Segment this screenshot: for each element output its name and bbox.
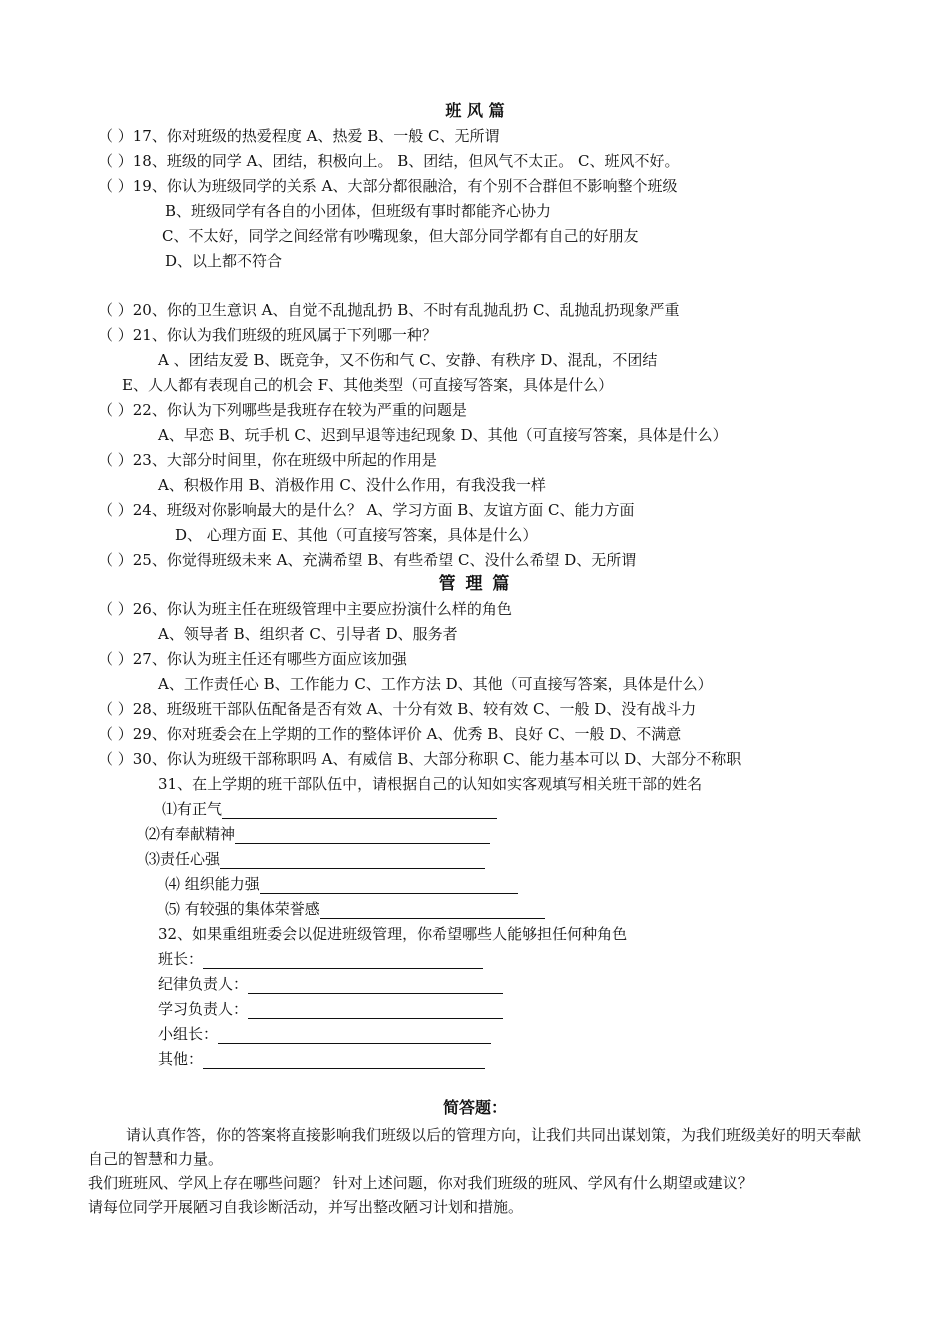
question-19-option-d: D、以上都不符合: [165, 252, 283, 270]
q31-item-1: ⑴有正气: [162, 799, 497, 819]
question-22-options: A、早恋 B、玩手机 C、迟到早退等违纪现象 D、其他（可直接写答案，具体是什么）: [158, 426, 728, 444]
question-30: （ ）30、你认为班级干部称职吗 A、有威信 B、大部分称职 C、能力基本可以 D、大部分不称职: [98, 750, 742, 768]
question-19-option-c: C、不太好，同学之间经常有吵嘴现象，但大部分同学都有自己的好朋友: [162, 227, 639, 245]
question-31: 31、在上学期的班干部队伍中，请根据自己的认知如实客观填写相关班干部的姓名: [158, 775, 703, 793]
question-25: （ ）25、你觉得班级未来 A、充满希望 B、有些希望 C、没什么希望 D、无所谓: [98, 551, 637, 569]
q32-item-other: 其他：: [158, 1049, 485, 1069]
question-19: （ ）19、你认为班级同学的关系 A、大部分都很融洽，有个别不合群但不影响整个班级: [98, 177, 678, 195]
question-29: （ ）29、你对班委会在上学期的工作的整体评价 A、优秀 B、良好 C、一般 D、不满意: [98, 725, 682, 743]
question-23: （ ）23、大部分时间里，你在班级中所起的作用是: [98, 451, 437, 469]
section-title-class-style: 班 风 篇: [445, 101, 505, 120]
question-21: （ ）21、你认为我们班级的班风属于下列哪一种？: [98, 326, 437, 344]
question-18: （ ）18、班级的同学 A、团结，积极向上。 B、团结，但风气不太正。 C、班风不好。: [98, 152, 680, 170]
fill-blank-line[interactable]: [203, 954, 483, 969]
fill-blank-line[interactable]: [222, 804, 497, 819]
fill-blank-line[interactable]: [260, 879, 518, 894]
question-26: （ ）26、你认为班主任在班级管理中主要应扮演什么样的角色: [98, 600, 512, 618]
question-17: （ ）17、你对班级的热爱程度 A、热爱 B、一般 C、无所谓: [98, 127, 500, 145]
short-answer-question-1: 我们班班风、学风上存在哪些问题？ 针对上述问题，你对我们班级的班风、学风有什么期望或建议？: [88, 1174, 753, 1192]
question-24-options: D、 心理方面 E、其他（可直接写答案，具体是什么）: [175, 526, 538, 544]
question-21-options-e-f: E、人人都有表现自己的机会 F、其他类型（可直接写答案，具体是什么）: [122, 376, 614, 394]
question-27: （ ）27、你认为班主任还有哪些方面应该加强: [98, 650, 407, 668]
question-19-option-b: B、班级同学有各自的小团体，但班级有事时都能齐心协力: [165, 202, 552, 220]
section-title-short-answer: 简答题：: [442, 1098, 507, 1117]
question-22: （ ）22、你认为下列哪些是我班存在较为严重的问题是: [98, 401, 467, 419]
question-24: （ ）24、班级对你影响最大的是什么？ A、学习方面 B、友谊方面 C、能力方面: [98, 501, 635, 519]
section-title-management: 管 理 篇: [438, 574, 512, 594]
fill-blank-line[interactable]: [248, 979, 503, 994]
q31-item-4: ⑷ 组织能力强: [165, 874, 518, 894]
question-21-options-a-d: A 、团结友爱 B、既竞争，又不伤和气 C、安静、有秩序 D、混乱，不团结: [158, 351, 658, 369]
question-28: （ ）28、班级班干部队伍配备是否有效 A、十分有效 B、较有效 C、一般 D、没有战斗力: [98, 700, 697, 718]
short-answer-question-2: 请每位同学开展陋习自我诊断活动，并写出整改陋习计划和措施。: [88, 1198, 524, 1216]
q32-item-group-leader: 小组长：: [158, 1024, 491, 1044]
fill-blank-line[interactable]: [235, 829, 490, 844]
short-answer-intro: 请认真作答，你的答案将直接影响我们班级以后的管理方向，让我们共同出谋划策，为我们班级美好的明天奉献自己的智慧和力量。: [88, 1126, 862, 1168]
question-32: 32、如果重组班委会以促进班级管理，你希望哪些人能够担任何种角色: [158, 925, 628, 943]
fill-blank-line[interactable]: [203, 1054, 485, 1069]
fill-blank-line[interactable]: [220, 854, 485, 869]
question-27-options: A、工作责任心 B、工作能力 C、工作方法 D、其他（可直接写答案，具体是什么）: [158, 675, 713, 693]
q31-item-3: ⑶责任心强: [145, 849, 485, 869]
q32-item-discipline: 纪律负责人：: [158, 974, 503, 994]
q32-item-monitor: 班长：: [158, 949, 483, 969]
q32-item-study: 学习负责人：: [158, 999, 503, 1019]
q31-item-2: ⑵有奉献精神: [145, 824, 490, 844]
question-26-options: A、领导者 B、组织者 C、引导者 D、服务者: [158, 625, 458, 643]
fill-blank-line[interactable]: [320, 904, 545, 919]
fill-blank-line[interactable]: [218, 1029, 491, 1044]
question-20: （ ）20、你的卫生意识 A、自觉不乱抛乱扔 B、不时有乱抛乱扔 C、乱抛乱扔现象严重: [98, 301, 680, 319]
fill-blank-line[interactable]: [248, 1004, 503, 1019]
q31-item-5: ⑸ 有较强的集体荣誉感: [165, 899, 545, 919]
question-23-options: A、积极作用 B、消极作用 C、没什么作用，有我没我一样: [158, 476, 546, 494]
